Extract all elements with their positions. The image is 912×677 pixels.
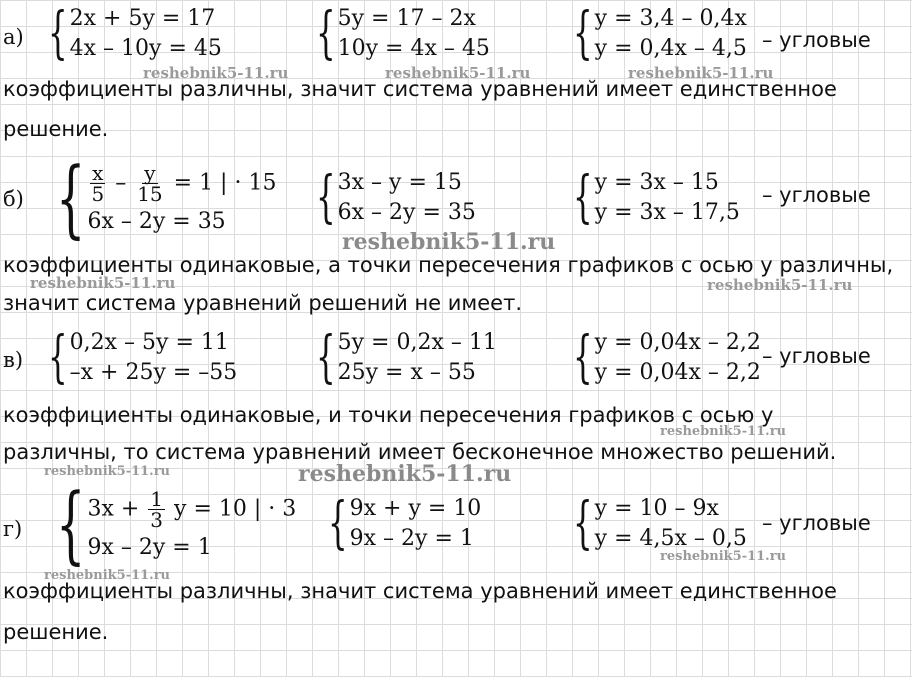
system-g-step2 <box>312 491 482 556</box>
equation-lead: 3x + <box>87 496 140 521</box>
brace: { <box>56 149 86 247</box>
watermark: reshebnik5-11.ru <box>342 229 556 255</box>
brace: { <box>48 1 68 66</box>
brace: { <box>316 1 336 66</box>
watermark: reshebnik5-11.ru <box>298 461 512 487</box>
equation: –x + 25y = –55 <box>69 360 238 385</box>
equation: 9x – 2y = 1 <box>87 534 212 560</box>
equation-rest: = 1 | · 15 <box>173 170 277 195</box>
brace: { <box>573 491 593 556</box>
conclusion-g-line1: коэффициенты различны, значит система уравнений имеет единственное <box>3 579 837 603</box>
system-b-step3 <box>557 165 740 230</box>
equation: 10y = 4x – 45 <box>337 36 490 61</box>
brace: { <box>316 325 336 390</box>
equation: y = 4,5x – 0,5 <box>594 526 747 551</box>
brace: { <box>328 491 348 556</box>
watermark: reshebnik5-11.ru <box>30 274 176 292</box>
system-b-original <box>32 149 277 247</box>
equation: y = 0,04x – 2,2 <box>594 330 761 355</box>
conclusion-a-line2: решение. <box>3 117 109 141</box>
tail-b: – угловые <box>762 183 871 207</box>
equation-with-fractions <box>87 160 277 206</box>
watermark: reshebnik5-11.ru <box>44 464 171 479</box>
denominator: 3 <box>150 507 164 532</box>
equation-rest: y = 10 | · 3 <box>174 496 297 521</box>
brace: { <box>56 475 86 573</box>
equation: 3x – y = 15 <box>337 170 462 195</box>
tail-v: – угловые <box>762 344 871 368</box>
watermark: reshebnik5-11.ru <box>628 64 774 82</box>
system-a-original <box>32 1 222 66</box>
conclusion-b-line2: значит система уравнений решений не имеет. <box>3 291 523 315</box>
conclusion-b-line1: коэффициенты одинаковые, а точки пересечения графиков с осью y различны, <box>3 253 894 277</box>
system-v-original <box>32 325 238 390</box>
equation: 4x – 10y = 45 <box>69 36 222 61</box>
brace: { <box>573 1 593 66</box>
watermark: reshebnik5-11.ru <box>385 64 531 82</box>
watermark: reshebnik5-11.ru <box>143 64 289 82</box>
numerator: x <box>92 160 104 185</box>
conclusion-a-line1: коэффициенты различны, значит система уравнений имеет единственное <box>3 77 837 101</box>
equation: 0,2x – 5y = 11 <box>69 330 229 355</box>
equation: 9x – 2y = 1 <box>349 526 474 551</box>
equation: 6x – 2y = 35 <box>87 208 226 234</box>
equation: 25y = x – 55 <box>337 360 476 385</box>
conclusion-g-line2: решение. <box>3 620 109 644</box>
equation: 9x + y = 10 <box>349 496 482 521</box>
watermark: reshebnik5-11.ru <box>660 549 787 564</box>
denominator: 15 <box>137 181 163 206</box>
label-v: в) <box>3 348 24 372</box>
brace: { <box>316 165 336 230</box>
equation: y = 10 – 9x <box>594 496 719 521</box>
label-b: б) <box>3 187 24 211</box>
watermark: reshebnik5-11.ru <box>707 276 853 294</box>
equation: 2x + 5y = 17 <box>69 6 216 31</box>
fraction <box>135 160 164 206</box>
equation: y = 0,04x – 2,2 <box>594 360 761 385</box>
conclusion-v-line2: различны, то система уравнений имеет бесконечное множество решений. <box>3 440 837 464</box>
system-v-step2 <box>300 325 497 390</box>
equation: y = 0,4x – 4,5 <box>594 36 747 61</box>
fraction <box>148 486 165 532</box>
equation: y = 3x – 15 <box>594 170 719 195</box>
equation: y = 3x – 17,5 <box>594 200 740 225</box>
label-g: г) <box>3 517 23 541</box>
operator: – <box>115 170 127 195</box>
fraction <box>89 160 106 206</box>
system-a-step3 <box>557 1 747 66</box>
equation: 5y = 17 – 2x <box>337 6 476 31</box>
brace: { <box>573 325 593 390</box>
label-a: а) <box>3 25 24 49</box>
system-g-step3 <box>557 491 747 556</box>
system-g-original <box>32 475 297 573</box>
brace: { <box>573 165 593 230</box>
tail-a: – угловые <box>762 28 871 52</box>
denominator: 5 <box>91 181 105 206</box>
tail-g: – угловые <box>762 511 871 535</box>
equation: 6x – 2y = 35 <box>337 200 476 225</box>
equation: 5y = 0,2x – 11 <box>337 330 497 355</box>
watermark: reshebnik5-11.ru <box>44 568 171 583</box>
brace: { <box>48 325 68 390</box>
system-b-step2 <box>300 165 476 230</box>
equation-with-fraction <box>87 486 297 532</box>
conclusion-v-line1: коэффициенты одинаковые, и точки пересечения графиков с осью y <box>3 403 774 427</box>
watermark: reshebnik5-11.ru <box>660 424 787 439</box>
system-v-step3 <box>557 325 761 390</box>
numerator: y <box>144 160 156 185</box>
numerator: 1 <box>150 486 164 511</box>
equation: y = 3,4 – 0,4x <box>594 6 747 31</box>
system-a-step2 <box>300 1 490 66</box>
